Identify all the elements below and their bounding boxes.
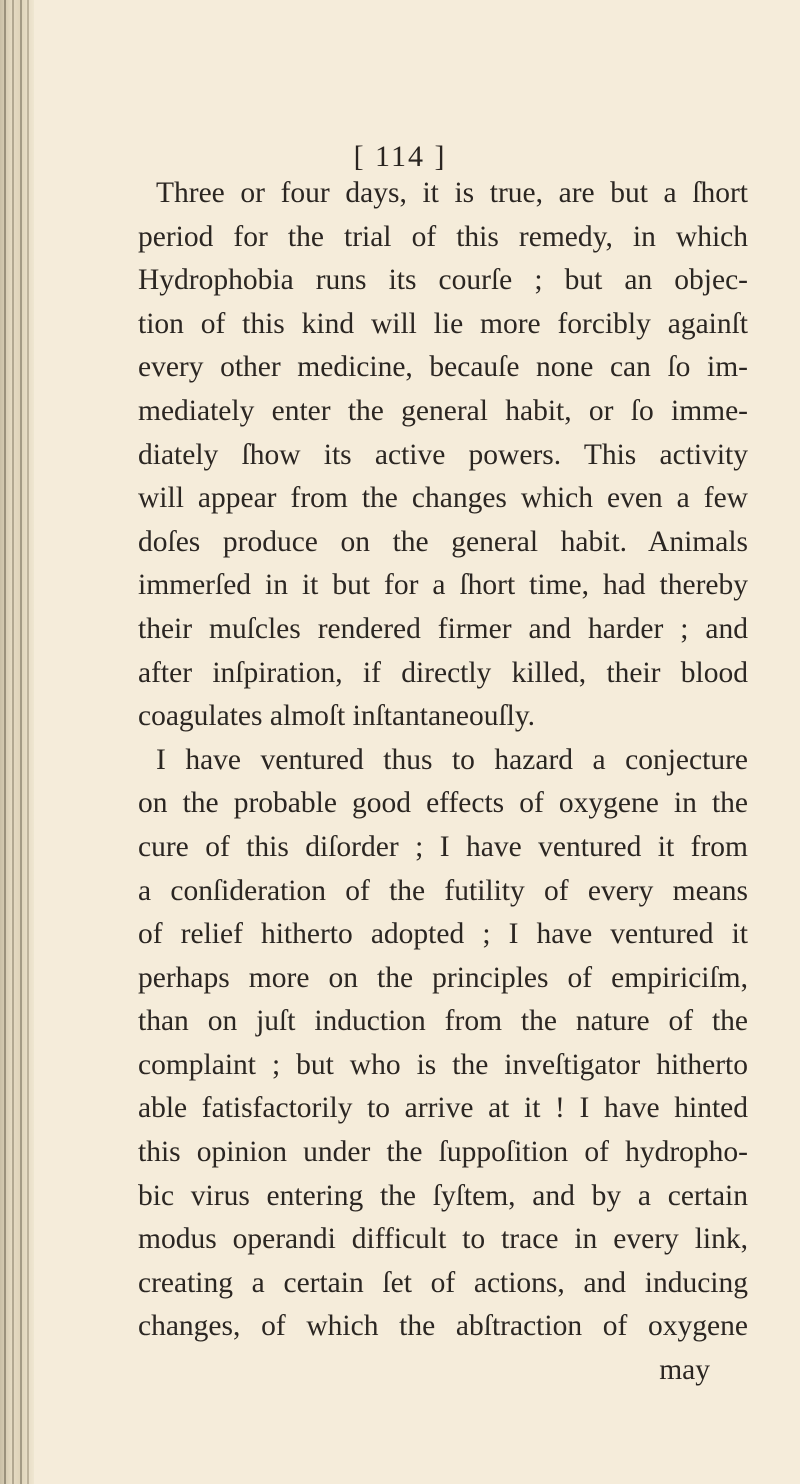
text-line: this opinion under the ſuppoſition of hydropho- <box>138 1136 748 1169</box>
text-line: immerſed in it but for a ſhort time, had thereby <box>138 569 748 602</box>
text-line: able fatisfactorily to arrive at it ! I have hinted <box>138 1092 748 1125</box>
text-line: tion of this kind will lie more forcibly againſt <box>138 307 748 340</box>
text-line: a conſideration of the futility of every means <box>138 874 748 907</box>
binding-line <box>27 0 29 1484</box>
text-line: of relief hitherto adopted ; I have ventured it <box>138 918 748 951</box>
binding-line <box>12 0 14 1484</box>
text-line: creating a certain ſet of actions, and inducing <box>138 1266 748 1299</box>
text-line: will appear from the changes which even a few <box>138 482 748 515</box>
text-line: doſes produce on the general habit. Animals <box>138 525 748 558</box>
text-line: perhaps more on the principles of empiriciſm, <box>138 961 748 994</box>
page-number-header <box>0 140 800 174</box>
text-line: their muſcles rendered firmer and harder ; and <box>138 612 748 645</box>
page-number: [ 114 ] <box>353 140 447 173</box>
text-line: every other medicine, becauſe none can ſo im- <box>138 351 748 384</box>
text-line: coagulates almoſt inſtantaneouſly. <box>138 700 536 733</box>
text-line: period for the trial of this remedy, in which <box>138 220 748 253</box>
catchword: may <box>659 1354 710 1387</box>
text-line: modus operandi difficult to trace in every link, <box>138 1223 748 1256</box>
text-line: bic virus entering the ſyſtem, and by a certain <box>138 1179 748 1212</box>
binding-line <box>20 0 22 1484</box>
text-line: cure of this diſorder ; I have ventured it from <box>138 830 748 863</box>
text-line: changes, of which the abſtraction of oxygene <box>138 1310 748 1343</box>
text-line: on the probable good effects of oxygene in the <box>138 787 748 820</box>
body-text <box>138 172 748 1393</box>
text-line: Hydrophobia runs its courſe ; but an objec- <box>138 264 748 297</box>
text-line: diately ſhow its active powers. This activity <box>138 438 748 471</box>
text-line: Three or four days, it is true, are but a ſhort <box>156 177 748 209</box>
binding-line <box>4 0 6 1484</box>
text-line: after inſpiration, if directly killed, their blood <box>138 656 748 689</box>
text-line: I have ventured thus to hazard a conjecture <box>156 743 748 776</box>
text-line: than on juſt induction from the nature of the <box>138 1005 748 1038</box>
text-line: mediately enter the general habit, or ſo imme- <box>138 394 748 427</box>
page-binding-edge <box>0 0 34 1484</box>
text-line: complaint ; but who is the inveſtigator hitherto <box>138 1048 748 1081</box>
